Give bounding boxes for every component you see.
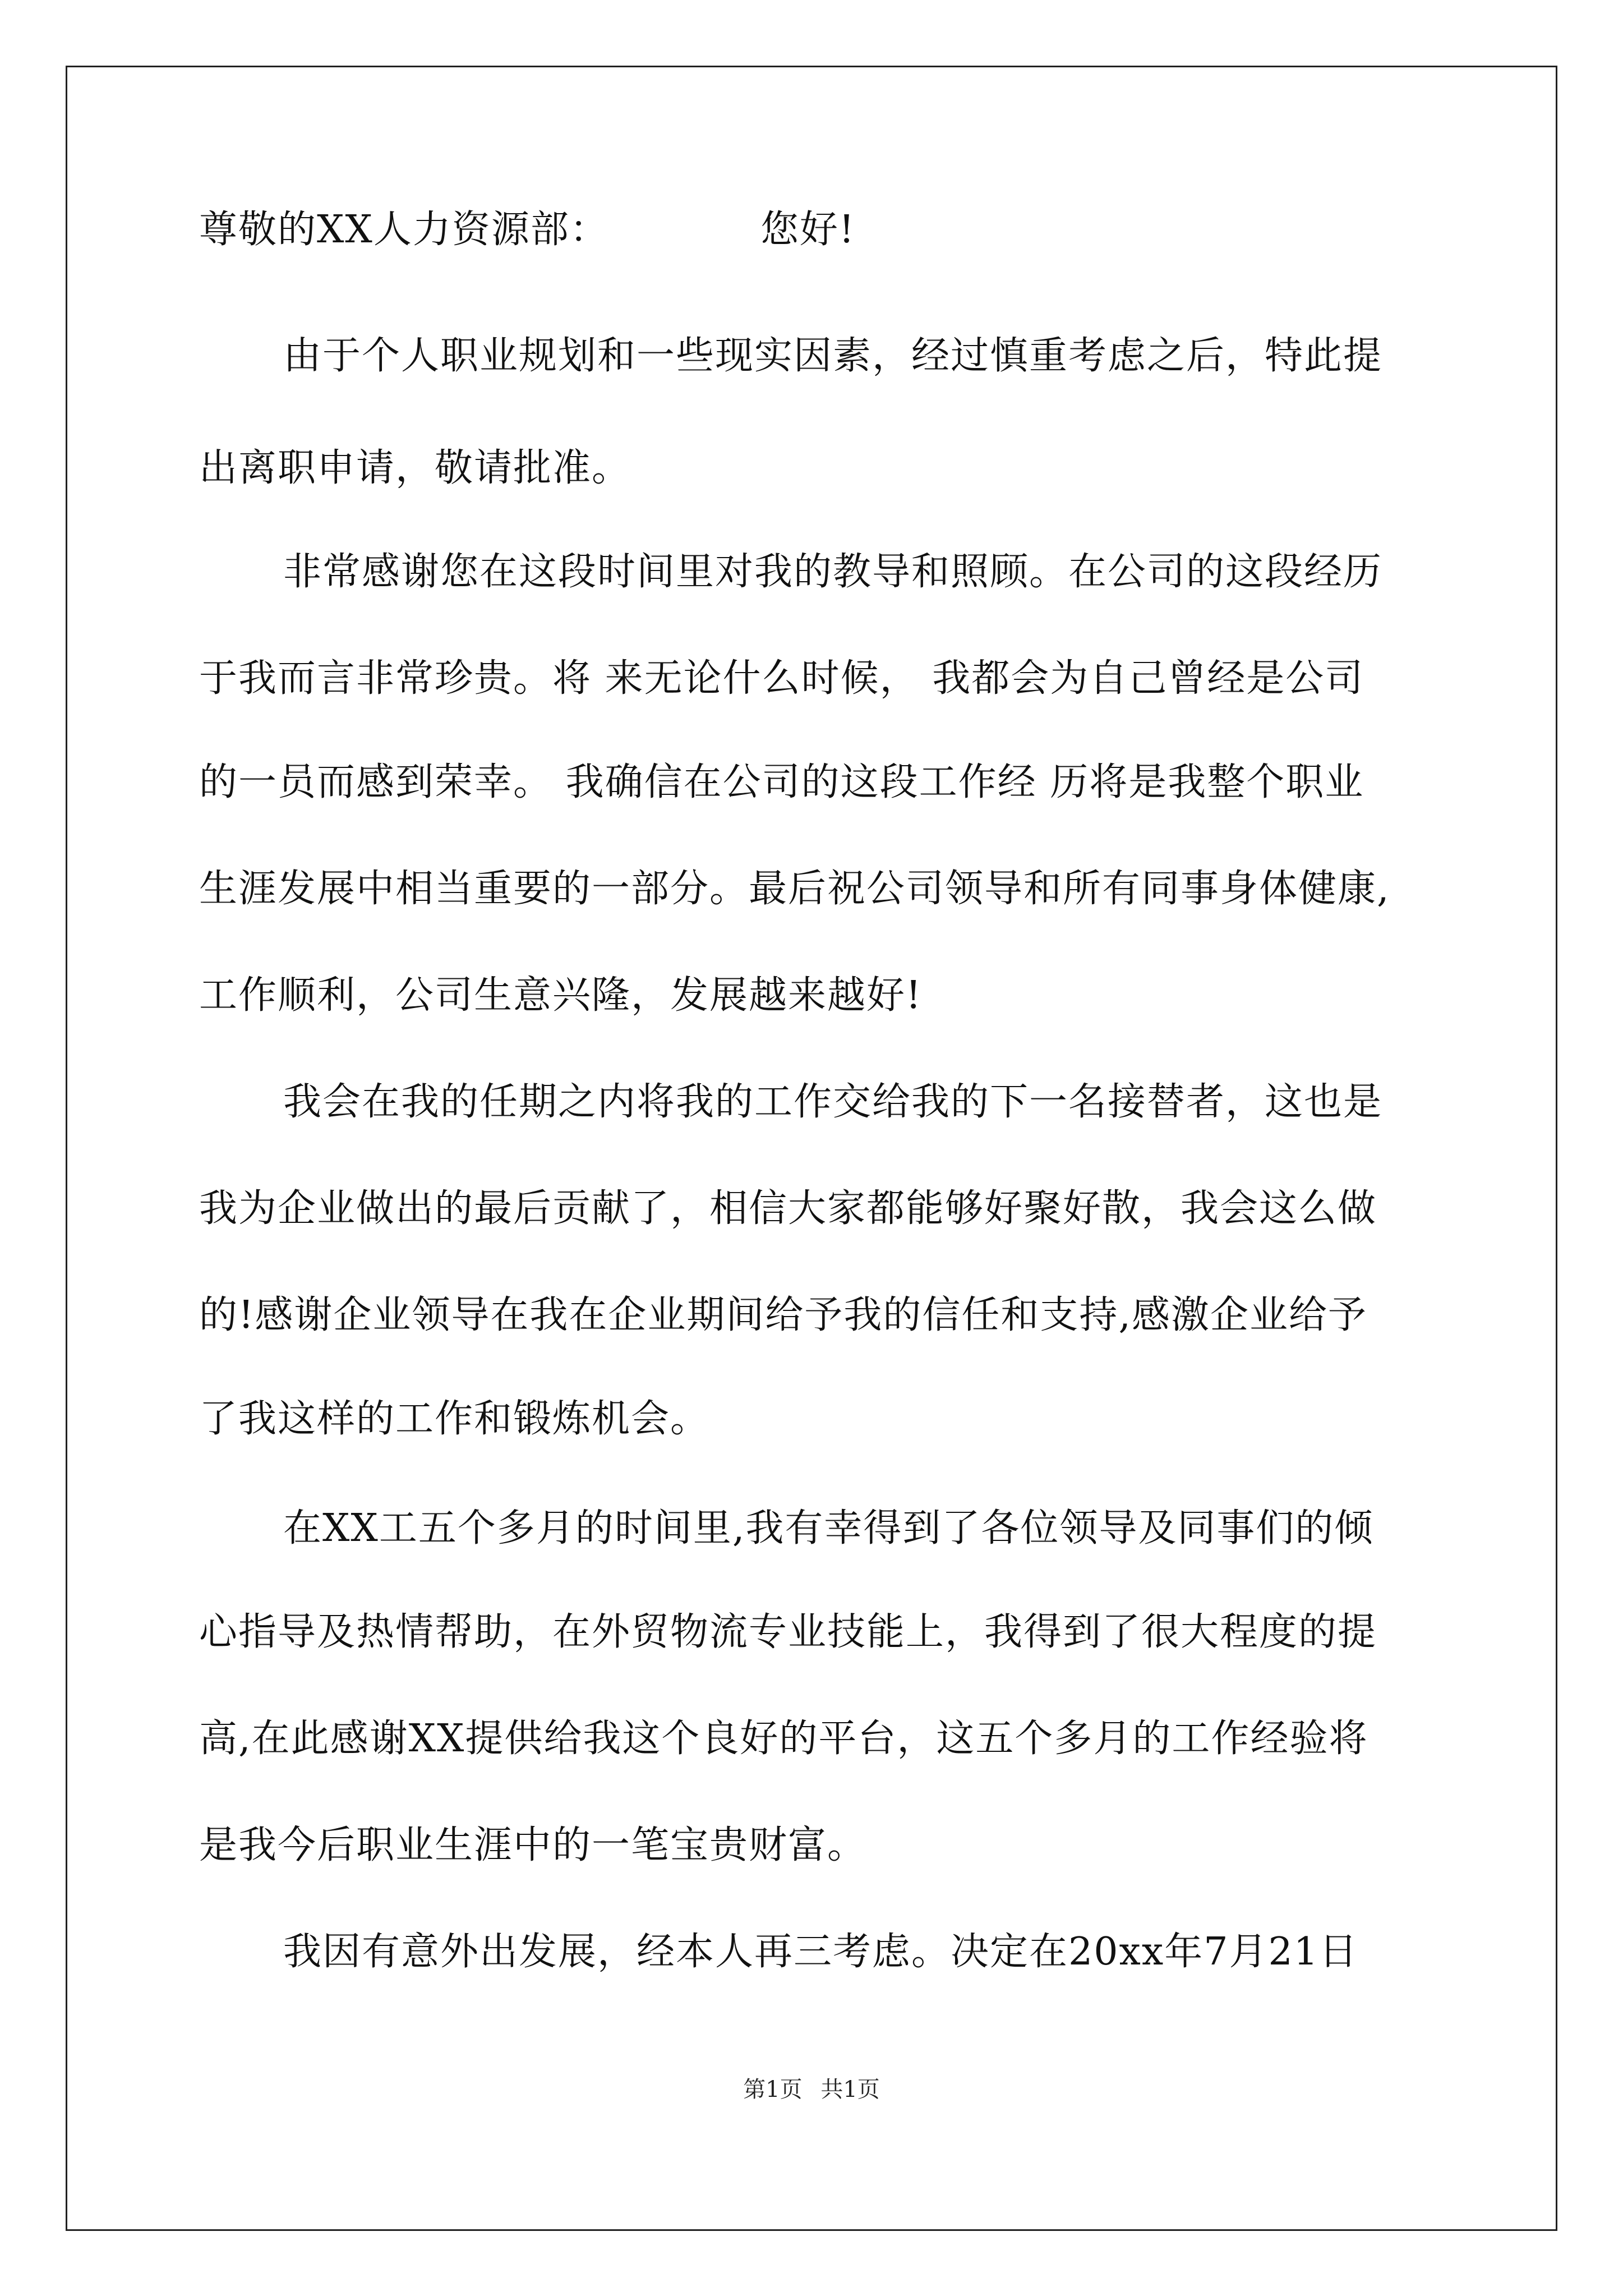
hello-text: 您好! <box>760 208 856 252</box>
greeting-line <box>199 208 855 252</box>
paragraph-line: 我为企业做出的最后贡献了，相信大家都能够好聚好散，我会这么做 <box>199 1186 1377 1231</box>
page-number: 第1页 <box>743 2077 803 2102</box>
paragraph-line: 于我而言非常珍贵。将 来无论什么时候， 我都会为自己曾经是公司 <box>199 656 1364 701</box>
salutation: 尊敬的XX人力资源部： <box>199 208 609 252</box>
paragraph-line: 生涯发展中相当重要的一部分。最后祝公司领导和所有同事身体健康, <box>199 867 1390 911</box>
paragraph-line: 出离职申请，敬请批准。 <box>199 446 631 490</box>
paragraph-line: 的一员而感到荣幸。 我确信在公司的这段工作经 历将是我整个职业 <box>199 760 1364 804</box>
page-border <box>66 66 1557 2231</box>
paragraph-line: 高,在此感谢XX提供给我这个良好的平台，这五个多月的工作经验将 <box>199 1717 1368 1761</box>
paragraph-line: 了我这样的工作和锻炼机会。 <box>199 1397 710 1441</box>
paragraph-line: 我会在我的任期之内将我的工作交给我的下一名接替者，这也是 <box>283 1080 1383 1124</box>
page-footer <box>0 2076 1623 2104</box>
paragraph-line: 心指导及热情帮助，在外贸物流专业技能上，我得到了很大程度的提 <box>199 1610 1377 1654</box>
paragraph-line: 由于个人职业规划和一些现实因素，经过慎重考虑之后，特此提 <box>283 334 1383 378</box>
paragraph-line: 工作顺利，公司生意兴隆，发展越来越好! <box>199 973 923 1018</box>
paragraph-line: 是我今后职业生涯中的一笔宝贵财富。 <box>199 1823 867 1867</box>
paragraph-line: 非常感谢您在这段时间里对我的教导和照顾。在公司的这段经历 <box>283 550 1383 594</box>
paragraph-line: 我因有意外出发展，经本人再三考虑。决定在20xx年7月21日 <box>283 1930 1359 1974</box>
page-total: 共1页 <box>820 2077 880 2102</box>
paragraph-line: 的!感谢企业领导在我在企业期间给予我的信任和支持,感激企业给予 <box>199 1293 1367 1337</box>
paragraph-line: 在XX工五个多月的时间里,我有幸得到了各位领导及同事们的倾 <box>283 1506 1374 1550</box>
